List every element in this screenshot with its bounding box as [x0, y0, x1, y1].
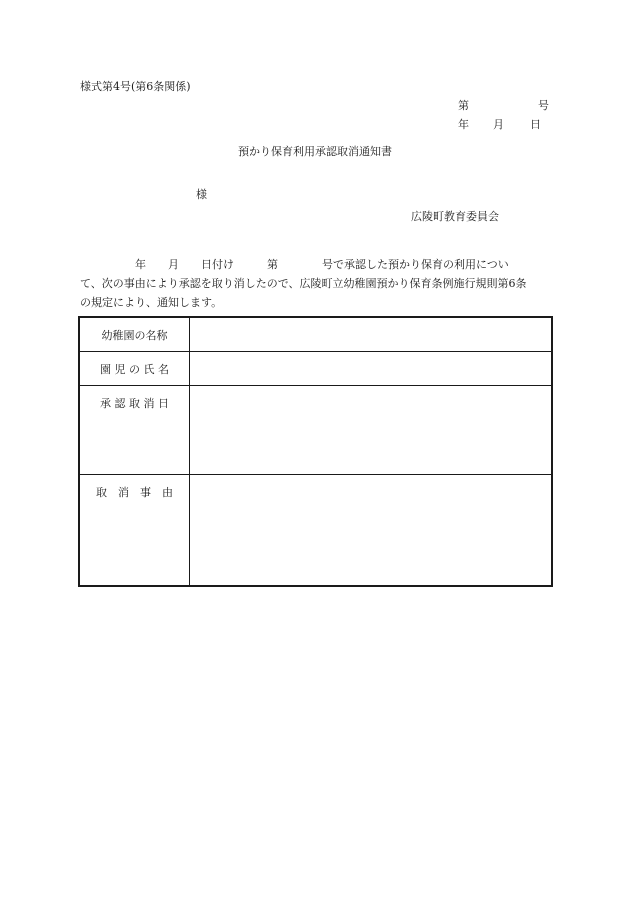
date-line — [458, 118, 541, 132]
table-row-cancellation-reason — [79, 475, 552, 587]
date-month: 月 — [493, 118, 504, 131]
date-day: 日 — [530, 118, 541, 131]
date-year: 年 — [458, 118, 469, 131]
cancellation-date-field[interactable] — [190, 386, 553, 475]
body-line-2: て、次の事由により承認を取り消したので、広陵町立幼稚園預かり保育条例施行規則第6条 — [80, 277, 527, 290]
table-row-kindergarten-name — [79, 317, 552, 352]
kindergarten-name-field[interactable] — [190, 317, 553, 352]
kindergarten-name-label: 幼稚園の名称 — [79, 317, 190, 352]
body-line-1: 年 月 日付け 第 号で承認した預かり保育の利用につい — [80, 258, 509, 271]
recipient-honorific: 様 — [196, 188, 207, 201]
number-prefix: 第 — [458, 99, 469, 112]
table-row-child-name — [79, 352, 552, 386]
cancellation-reason-field[interactable] — [190, 475, 553, 587]
body-line-3: の規定により、通知します。 — [80, 296, 223, 309]
document-number-line — [458, 99, 549, 113]
document-title: 預かり保育利用承認取消通知書 — [238, 145, 392, 158]
cancellation-date-label-cell — [79, 386, 190, 475]
cancellation-reason-label-cell — [79, 475, 190, 587]
form-number: 様式第4号(第6条関係) — [80, 80, 191, 93]
child-name-field[interactable] — [190, 352, 553, 386]
table-row-cancellation-date — [79, 386, 552, 475]
cancellation-reason-label: 取 消 事 由 — [96, 486, 173, 499]
number-suffix: 号 — [538, 99, 549, 112]
cancellation-date-label: 承 認 取 消 日 — [100, 397, 169, 410]
child-name-label: 園 児 の 氏 名 — [79, 352, 190, 386]
issuer-name: 広陵町教育委員会 — [411, 210, 499, 223]
detail-table — [78, 316, 553, 587]
body-paragraph — [80, 255, 552, 312]
